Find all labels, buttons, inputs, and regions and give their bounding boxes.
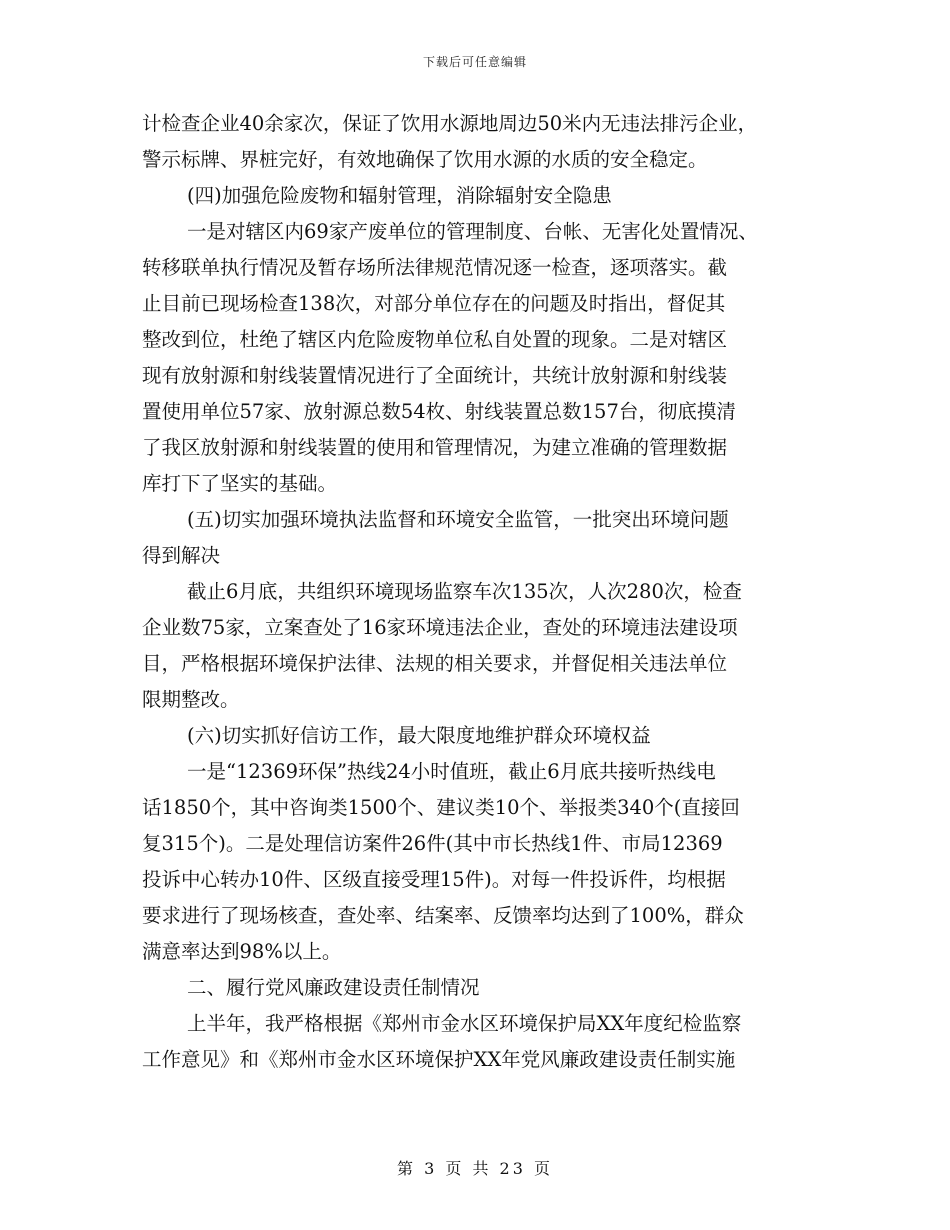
page-footer: 第 3 页 共 23 页 <box>397 1159 553 1178</box>
text-line: 截止6月底，共组织环境现场监察车次135次，人次280次，检查 <box>187 580 742 603</box>
text-line: 了我区放射源和射线装置的使用和管理情况，为建立准确的管理数据 <box>142 436 728 459</box>
text-line: 得到解决 <box>142 544 221 567</box>
text-line: (五)切实加强环境执法监督和环境安全监管，一批突出环境问题 <box>187 508 729 531</box>
text-line: 目，严格根据环境保护法律、法规的相关要求，并督促相关违法单位 <box>142 652 728 675</box>
text-line: 库打下了坚实的基础。 <box>142 472 338 495</box>
text-line: 投诉中心转办10件、区级直接受理15件)。对每一件投诉件，均根据 <box>142 868 726 891</box>
document-body <box>142 106 818 1078</box>
text-line: 工作意见》和《郑州市金水区环境保护XX年党风廉政建设责任制实施 <box>142 1048 736 1071</box>
text-line: 话1850个，其中咨询类1500个、建议类10个、举报类340个(直接回 <box>142 796 740 819</box>
text-line: 止目前已现场检查138次，对部分单位存在的问题及时指出，督促其 <box>142 292 726 315</box>
text-line: 计检查企业40余家次，保证了饮用水源地周边50米内无违法排污企业， <box>142 112 758 135</box>
text-line: (六)切实抓好信访工作，最大限度地维护群众环境权益 <box>187 724 651 747</box>
text-line: 限期整改。 <box>142 688 240 711</box>
text-line: 转移联单执行情况及暂存场所法律规范情况逐一检查，逐项落实。截 <box>142 256 728 279</box>
text-line: 企业数75家，立案查处了16家环境违法企业，查处的环境违法建设项 <box>142 616 738 639</box>
text-line: (四)加强危险废物和辐射管理，消除辐射安全隐患 <box>187 184 612 207</box>
text-line: 警示标牌、界桩完好，有效地确保了饮用水源的水质的安全稳定。 <box>142 148 708 171</box>
text-line: 上半年，我严格根据《郑州市金水区环境保护局XX年度纪检监察 <box>187 1012 742 1035</box>
text-line: 要求进行了现场核查，查处率、结案率、反馈率均达到了100%，群众 <box>142 904 744 927</box>
text-line: 一是“12369环保”热线24小时值班，截止6月底共接听热线电 <box>187 760 716 783</box>
text-line: 置使用单位57家、放射源总数54枚、射线装置总数157台，彻底摸清 <box>142 400 736 423</box>
text-line: 一是对辖区内69家产废单位的管理制度、台帐、无害化处置情况、 <box>187 220 758 243</box>
page-header-note: 下载后可任意编辑 <box>422 55 527 69</box>
text-line: 整改到位，杜绝了辖区内危险废物单位私自处置的现象。二是对辖区 <box>142 328 728 351</box>
text-line: 二、履行党风廉政建设责任制情况 <box>187 976 480 999</box>
text-line: 现有放射源和射线装置情况进行了全面统计，共统计放射源和射线装 <box>142 364 728 387</box>
text-line: 满意率达到98%以上。 <box>142 940 342 963</box>
text-line: 复315个)。二是处理信访案件26件(其中市长热线1件、市局12369 <box>142 832 723 855</box>
